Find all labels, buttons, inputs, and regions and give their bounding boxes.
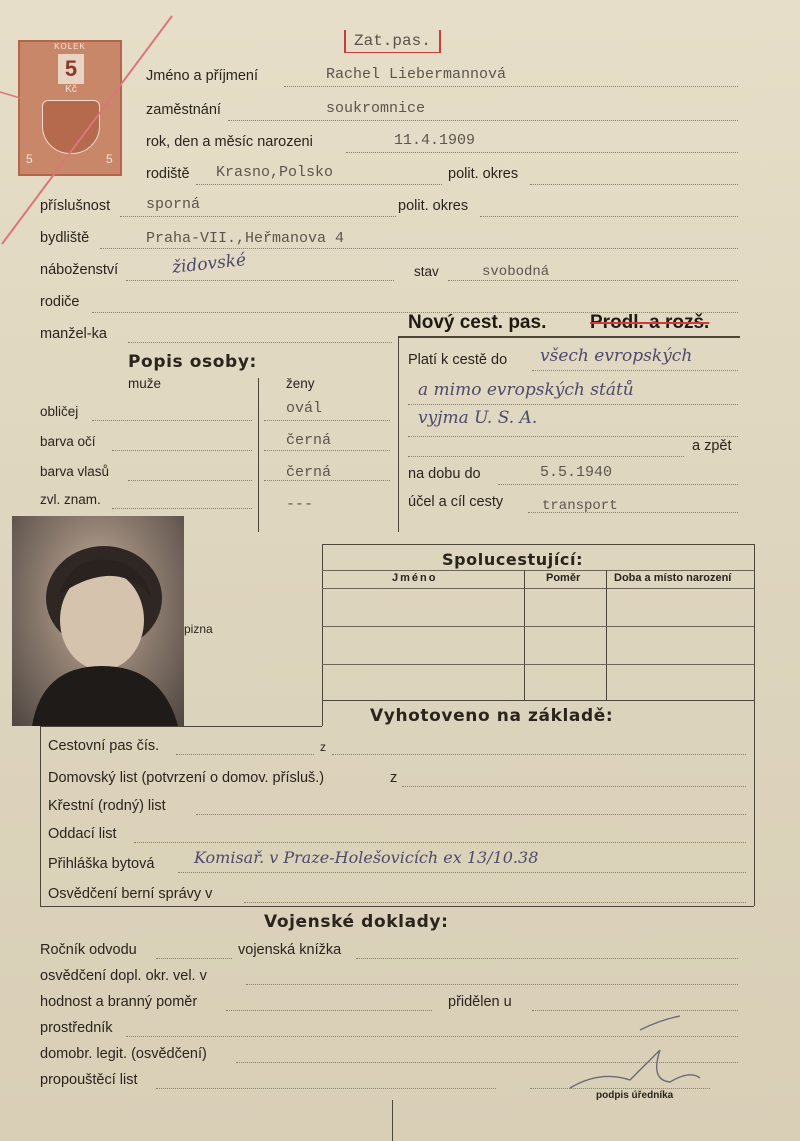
home-certificate-label: Domovský list (potvrzení o domov. přísluš.)	[48, 770, 325, 786]
companions-col-name: Jméno	[392, 572, 438, 584]
return-label: a zpět	[692, 438, 732, 454]
passport-number-label: Cestovní pas čís.	[48, 738, 160, 754]
top-stamp: Zat.pas.	[344, 30, 441, 53]
residence-registration-label: Přihláška bytová	[48, 856, 155, 872]
stamp-label: KOLEK	[54, 42, 86, 51]
marriage-certificate-label: Oddací list	[48, 826, 117, 842]
spouse-label: manžel-ka	[40, 326, 107, 342]
eye-color-label: barva očí	[40, 434, 96, 449]
marital-status-label: stav	[414, 264, 439, 279]
citizenship-value: sporná	[146, 196, 201, 213]
birth-date-label: rok, den a měsíc narozeni	[146, 134, 313, 150]
stamp-corner-right: 5	[106, 152, 113, 166]
residence-value: Praha-VII.,Heřmanova 4	[146, 230, 345, 247]
stamp-corner-left: 5	[26, 152, 33, 166]
stamp-cancel-line	[0, 0, 200, 260]
home-guard-label: domobr. legit. (osvědčení)	[40, 1046, 207, 1062]
parents-label: rodiče	[40, 294, 80, 310]
eye-color-value: černá	[286, 432, 332, 449]
residence-registration-value: Komisař. v Praze-Holešovicích ex 13/10.38	[194, 848, 539, 867]
companions-col-relation: Poměr	[546, 572, 581, 584]
hair-color-label: barva vlasů	[40, 464, 110, 479]
marital-status-value: svobodná	[482, 264, 550, 280]
valid-destination-label: Platí k cestě do	[408, 352, 508, 368]
tax-office-label: Osvědčení berní správy v	[48, 886, 213, 902]
purpose-value: transport	[542, 498, 618, 514]
passport-struck-text: Prodl. a rozš.	[590, 312, 710, 333]
period-value: 5.5.1940	[540, 464, 613, 481]
birthplace-value: Krasno,Polsko	[216, 164, 334, 181]
birthplace-label: rodiště	[146, 166, 190, 182]
occupation-label: zaměstnání	[146, 102, 221, 118]
face-label: obličej	[40, 404, 79, 419]
passport-title: Nový cest. pas.	[408, 312, 547, 333]
polit-district-label-2: polit. okres	[398, 198, 469, 214]
photo-partial-label: pizna	[184, 622, 213, 636]
stamp-unit: Kč	[65, 84, 77, 95]
hair-color-value: černá	[286, 464, 332, 481]
residence-label: bydliště	[40, 230, 90, 246]
special-marks-label: zvl. znam.	[40, 492, 101, 507]
assigned-label: přidělen u	[448, 994, 512, 1010]
female-column-label: ženy	[286, 376, 315, 391]
rank-label: hodnost a branný poměr	[40, 994, 198, 1010]
portrait-figure	[12, 516, 184, 726]
official-signature-label: podpis úředníka	[596, 1090, 674, 1101]
passport-number-from: z	[320, 740, 326, 754]
discharge-label: propouštěcí list	[40, 1072, 138, 1088]
stamp-value: 5	[58, 54, 84, 84]
occupation-value: soukromnice	[326, 100, 426, 117]
name-label: Jméno a příjmení	[146, 68, 259, 84]
polit-district-label-1: polit. okres	[448, 166, 519, 182]
face-value: ovál	[286, 400, 323, 417]
citizenship-label: příslušnost	[40, 198, 111, 214]
special-marks-value: ---	[286, 496, 314, 513]
basis-title: Vyhotoveno na základě:	[370, 706, 614, 726]
religion-label: náboženství	[40, 262, 119, 278]
name-value: Rachel Liebermannová	[326, 66, 507, 83]
intermediary-label: prostředník	[40, 1020, 113, 1036]
birth-certificate-label: Křestní (rodný) list	[48, 798, 166, 814]
description-title: Popis osoby:	[128, 352, 257, 372]
valid-destination-line-2: a mimo evropských států	[418, 380, 634, 400]
applicant-photo	[12, 516, 184, 726]
valid-destination-line-1: všech evropských	[540, 346, 693, 366]
purpose-label: účel a cíl cesty	[408, 494, 504, 510]
official-signature	[540, 1010, 740, 1100]
district-certificate-label: osvědčení dopl. okr. vel. v	[40, 968, 207, 984]
military-title: Vojenské doklady:	[264, 912, 449, 932]
companions-title: Spolucestující:	[442, 550, 584, 569]
valid-destination-line-3: vyjma U. S. A.	[418, 408, 538, 428]
companions-col-birth: Doba a místo narození	[614, 572, 732, 584]
conscription-year-label: Ročník odvodu	[40, 942, 137, 958]
home-certificate-from: z	[390, 770, 398, 786]
male-column-label: muže	[128, 376, 162, 391]
birth-date-value: 11.4.1909	[394, 132, 476, 149]
religion-value: židovské	[171, 250, 248, 278]
military-book-label: vojenská knížka	[238, 942, 342, 958]
period-label: na dobu do	[408, 466, 481, 482]
